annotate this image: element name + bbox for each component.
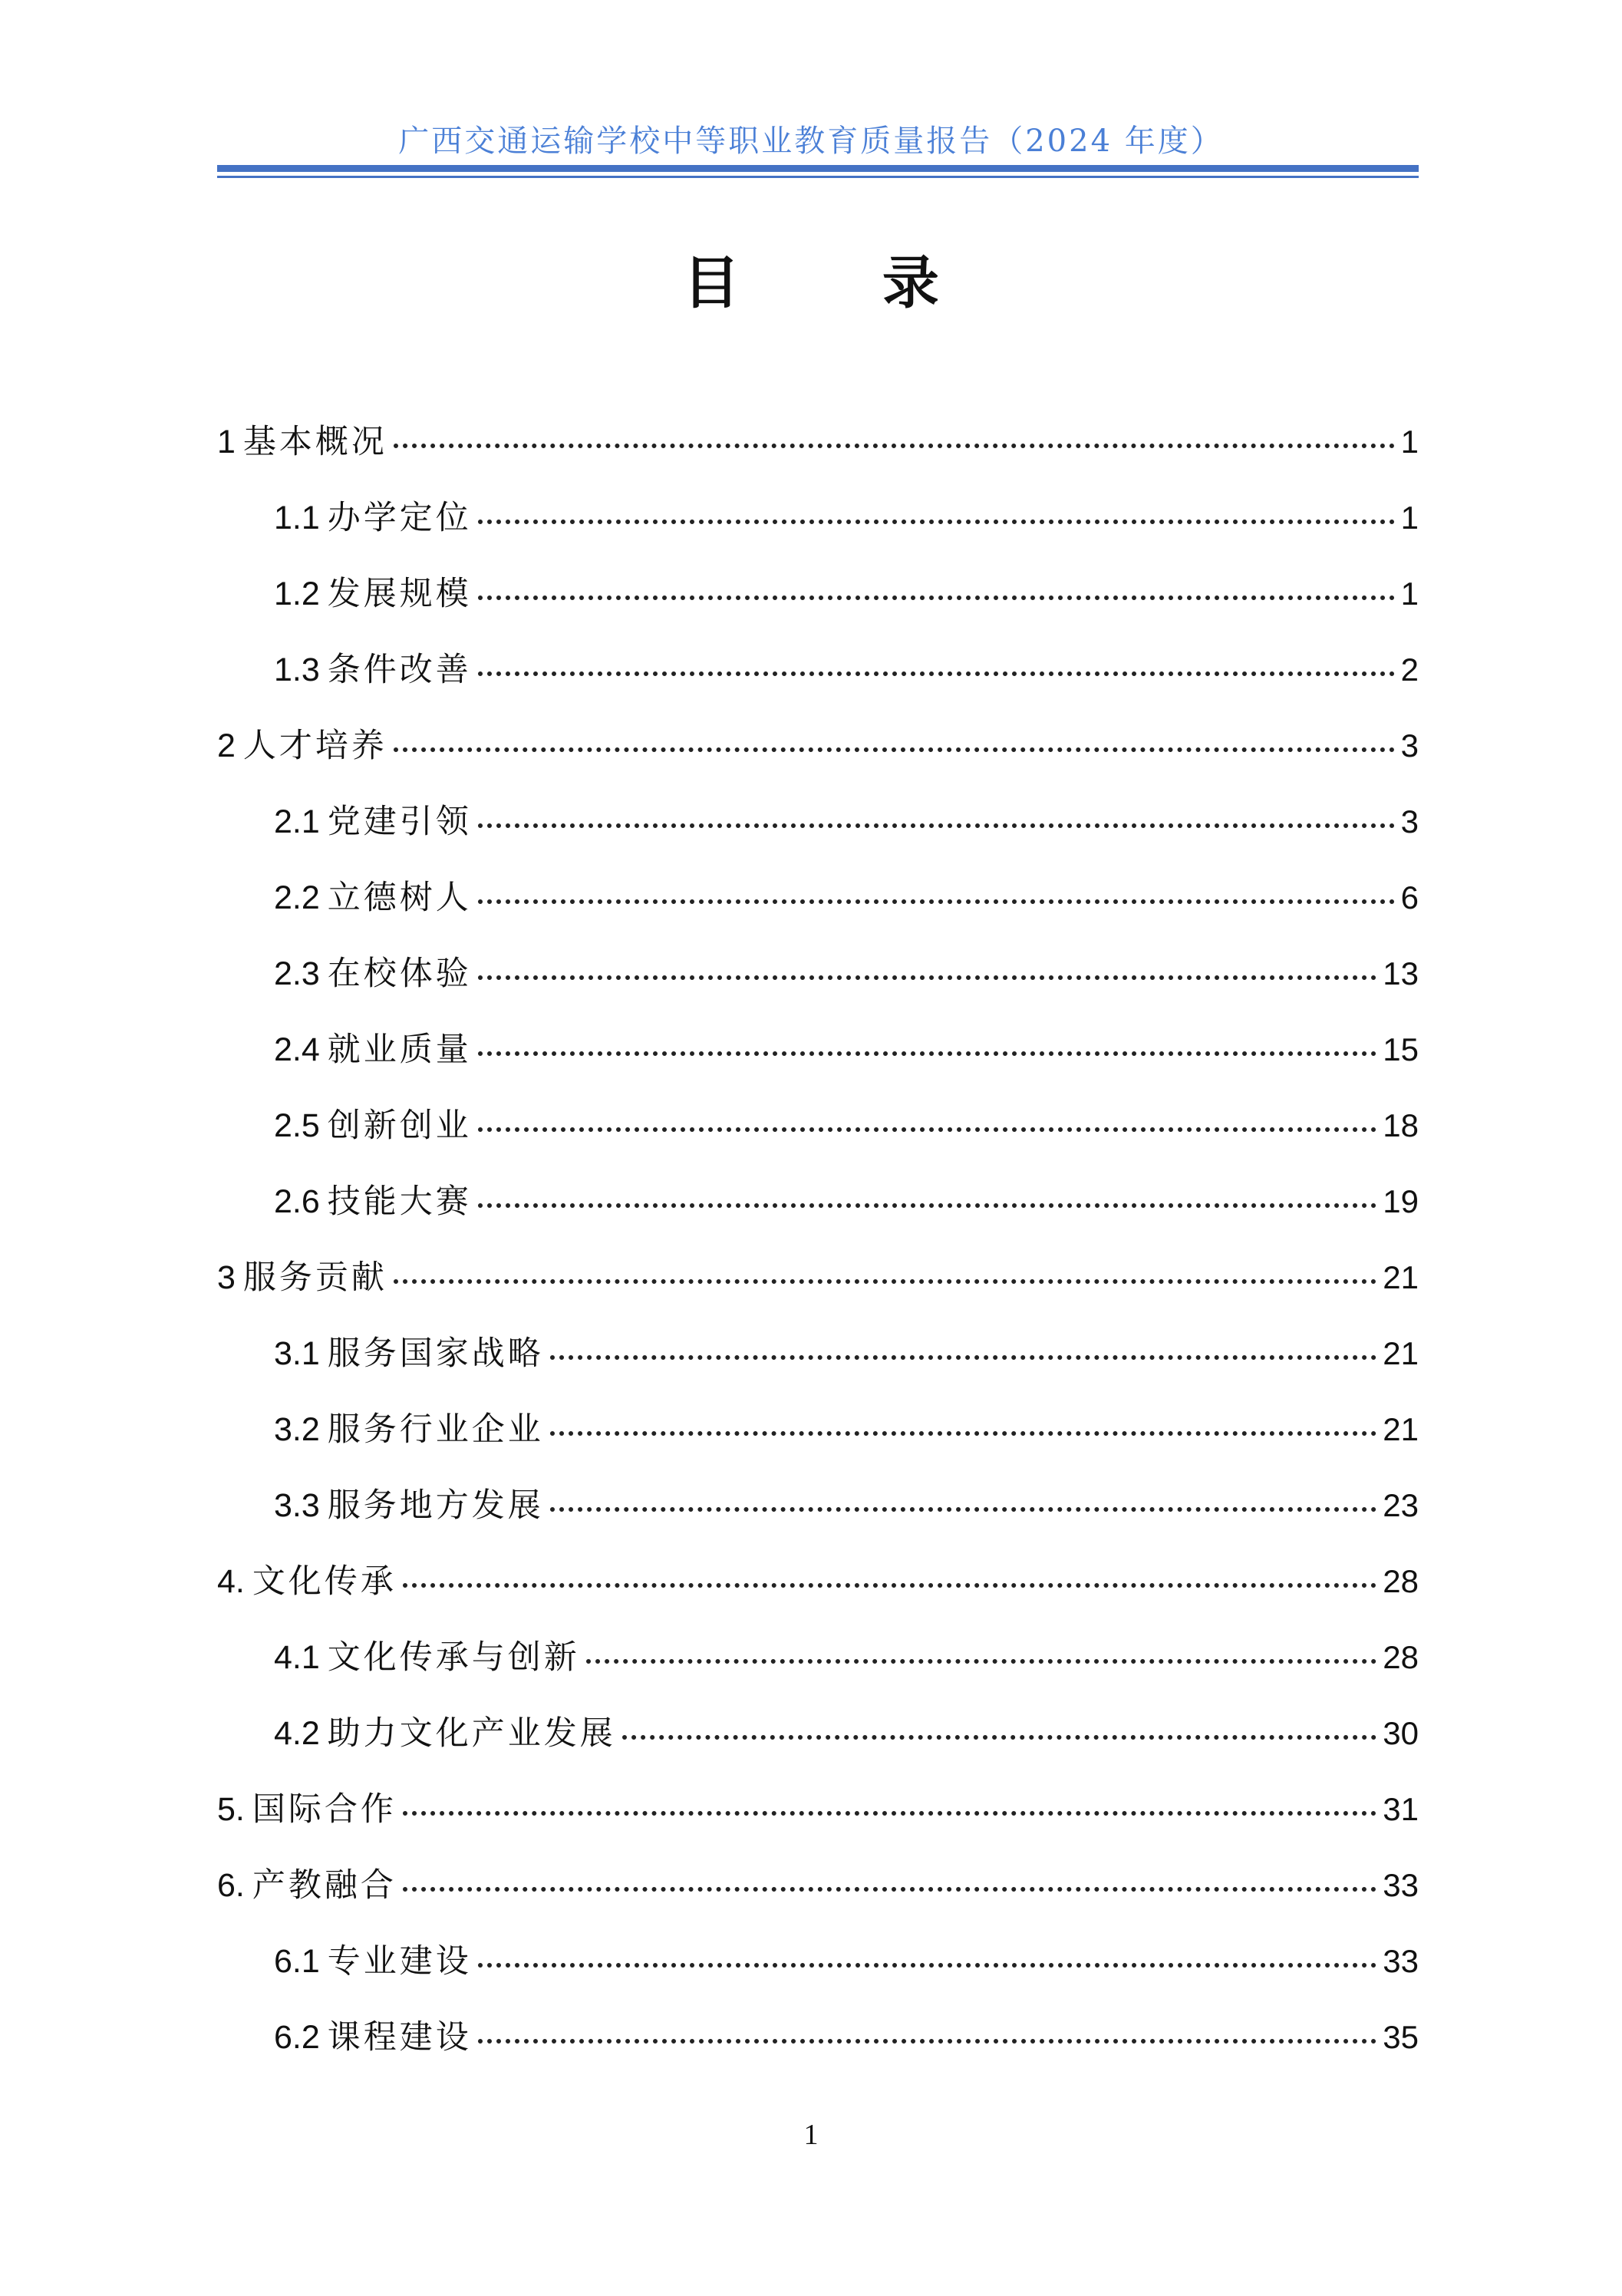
toc-entry-label [274,1935,472,1982]
toc-entry-page: 1 [1400,424,1419,460]
toc-entry-label [217,1783,397,1830]
toc-entry-page: 19 [1383,1183,1419,1219]
toc-entry-number: 4. [217,1563,245,1600]
toc-entry-page: 21 [1383,1259,1419,1295]
toc-entry[interactable] [217,796,1419,872]
toc-entry-label [274,1176,472,1222]
toc-entry-page: 28 [1383,1639,1419,1675]
toc-entry-label [274,1404,544,1450]
toc-entry[interactable] [217,1024,1419,1100]
toc-entry-label [217,1555,397,1602]
toc-entry-number: 4.2 [274,1715,320,1752]
toc-entry-title: 基本概况 [242,423,387,461]
toc-entry[interactable] [217,568,1419,644]
toc-entry-label [274,2011,472,2058]
toc-entry-label [217,1859,397,1906]
dot-leader [394,747,1395,752]
toc-entry-title: 人才培养 [242,727,387,765]
header-rule-thin [217,176,1419,178]
toc-entry-number: 2.2 [274,879,320,916]
toc-entry-page: 28 [1383,1563,1419,1599]
toc-entry-number: 6.1 [274,1943,320,1980]
toc-entry-number: 3.1 [274,1335,320,1372]
toc-entry-page: 15 [1383,1031,1419,1067]
toc-entry-page: 23 [1383,1487,1419,1523]
toc-entry-page: 3 [1400,727,1419,764]
toc-entry-page: 6 [1400,879,1419,915]
toc-entry[interactable] [217,948,1419,1024]
toc-entry-title: 产教融合 [252,1866,397,1905]
toc-entry[interactable] [217,492,1419,568]
dot-leader [394,1279,1376,1284]
toc-entry-label [274,1707,616,1754]
toc-entry[interactable] [217,1631,1419,1707]
toc-entry-page: 21 [1383,1411,1419,1447]
dot-leader [586,1659,1377,1664]
toc-entry-title: 创新创业 [327,1107,472,1145]
toc-entry-number: 2.3 [274,955,320,992]
toc-entry-label [274,1024,472,1070]
toc-entry-number: 1.2 [274,576,320,612]
dot-leader [478,1127,1377,1132]
toc-entry[interactable] [217,1935,1419,2011]
toc-entry-title: 文化传承 [252,1562,397,1601]
toc-entry-title: 服务贡献 [242,1259,387,1297]
toc-entry-title: 办学定位 [327,499,472,537]
toc-entry-title: 条件改善 [327,651,472,689]
toc-entry-page: 1 [1400,576,1419,612]
toc-entry[interactable] [217,1555,1419,1631]
running-header: 广西交通运输学校中等职业教育质量报告（2024 年度） [398,124,1224,159]
toc-entry-title: 服务国家战略 [327,1334,544,1373]
toc-entry-label [274,1328,544,1374]
dot-leader [403,1887,1376,1892]
toc-entry-number: 6.2 [274,2019,320,2056]
dot-leader [394,444,1395,448]
toc-entry[interactable] [217,720,1419,796]
toc-entry-number: 3 [217,1259,236,1296]
toc-entry-label [274,644,472,691]
toc-entry-page: 31 [1383,1791,1419,1827]
toc-entry[interactable] [217,1783,1419,1859]
dot-leader [403,1583,1376,1588]
toc-entry[interactable] [217,1100,1419,1176]
toc-entry[interactable] [217,416,1419,492]
dot-leader [478,2039,1377,2044]
toc-entry-title: 助力文化产业发展 [327,1714,616,1753]
toc-entry-title: 课程建设 [327,2018,472,2057]
header-rule-thick [217,165,1419,172]
toc-entry-title: 专业建设 [327,1942,472,1981]
toc-entry-title: 立德树人 [327,879,472,917]
toc-entry-page: 30 [1383,1715,1419,1751]
toc-entry-page: 18 [1383,1107,1419,1143]
dot-leader [478,671,1395,676]
toc-entry-label [217,720,387,767]
toc-entry-label [274,948,472,995]
toc-entry-number: 3.3 [274,1487,320,1524]
toc-entry[interactable] [217,644,1419,720]
toc-entry[interactable] [217,1252,1419,1328]
toc-entry-page: 2 [1400,652,1419,688]
toc-entry-number: 2 [217,727,236,764]
dot-leader [478,520,1395,524]
dot-leader [478,823,1395,828]
dot-leader [403,1811,1376,1816]
toc-entry-title: 文化传承与创新 [327,1638,580,1677]
toc-entry-number: 2.1 [274,803,320,840]
toc-entry[interactable] [217,1404,1419,1480]
toc-entry-number: 2.5 [274,1107,320,1144]
toc-entry[interactable] [217,1328,1419,1404]
toc-title: 目 录 [683,250,1001,316]
dot-leader [478,1203,1377,1208]
page-number: 1 [803,2119,819,2151]
dot-leader [550,1431,1377,1436]
toc-entry-page: 3 [1400,803,1419,840]
toc-entry-page: 35 [1383,2019,1419,2055]
toc-entry[interactable] [217,1707,1419,1783]
toc-entry-number: 5. [217,1791,245,1828]
toc-entry-page: 33 [1383,1943,1419,1979]
toc-entry[interactable] [217,1859,1419,1935]
toc-entry-title: 服务地方发展 [327,1486,544,1525]
toc-entry-title: 服务行业企业 [327,1410,544,1449]
toc-entry-label [274,492,472,539]
toc-entry-title: 在校体验 [327,955,472,993]
toc-entry-page: 1 [1400,500,1419,536]
toc-entry-number: 1 [217,424,236,460]
toc-entry-label [217,416,387,463]
dot-leader [478,899,1395,904]
toc-entry-label [217,1252,387,1298]
toc-entry-number: 2.4 [274,1031,320,1068]
dot-leader [478,975,1377,980]
toc-entry-number: 4.1 [274,1639,320,1676]
toc-entry-number: 1.1 [274,500,320,536]
dot-leader [478,1051,1377,1056]
toc-entry-label [274,568,472,615]
dot-leader [622,1735,1377,1740]
toc-entry[interactable] [217,2011,1419,2087]
toc-entry-label [274,796,472,843]
toc-entry-title: 发展规模 [327,575,472,613]
toc-entry-page: 13 [1383,955,1419,991]
dot-leader [550,1507,1377,1512]
toc-entry-label [274,1480,544,1526]
toc-entry[interactable] [217,1176,1419,1252]
dot-leader [550,1355,1377,1360]
toc-entry-page: 21 [1383,1335,1419,1371]
toc-entry-label [274,1100,472,1146]
toc-entry[interactable] [217,872,1419,948]
toc-entry-label [274,872,472,919]
toc-entry-title: 就业质量 [327,1031,472,1069]
table-of-contents [217,416,1419,2087]
toc-entry-label [274,1631,580,1678]
toc-entry-number: 1.3 [274,652,320,688]
toc-entry-page: 33 [1383,1867,1419,1903]
dot-leader [478,595,1395,600]
toc-entry-title: 国际合作 [252,1790,397,1829]
toc-entry-number: 3.2 [274,1411,320,1448]
toc-entry-title: 党建引领 [327,803,472,841]
toc-entry-number: 6. [217,1867,245,1904]
dot-leader [478,1963,1377,1968]
toc-entry[interactable] [217,1480,1419,1555]
toc-entry-number: 2.6 [274,1183,320,1220]
toc-entry-title: 技能大赛 [327,1183,472,1221]
